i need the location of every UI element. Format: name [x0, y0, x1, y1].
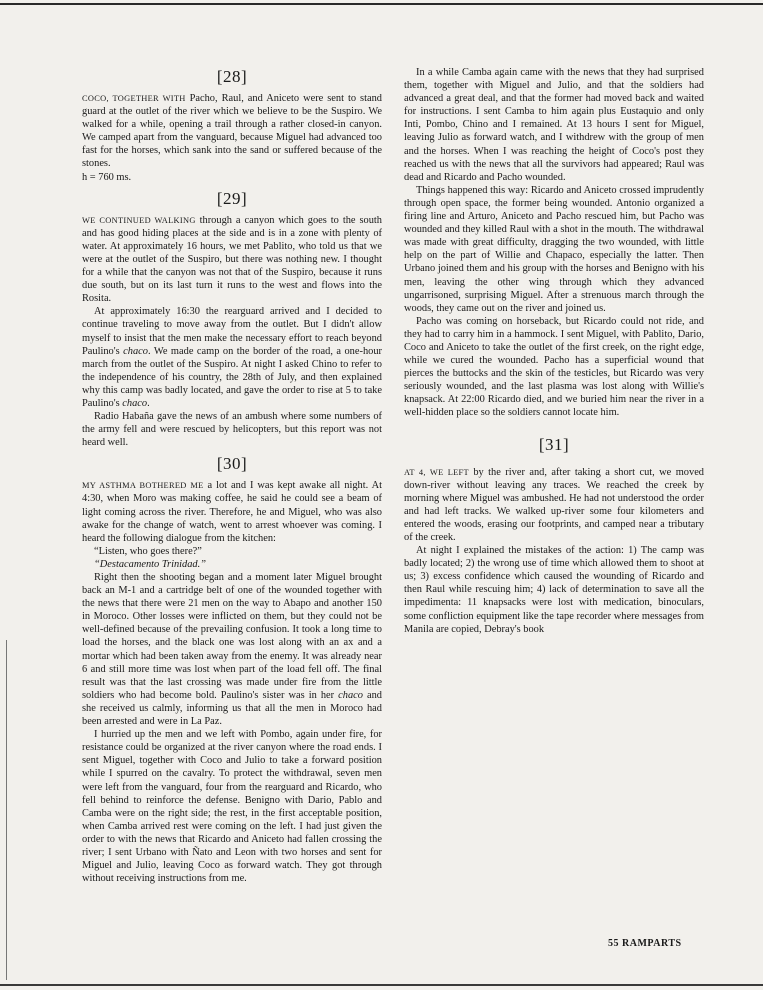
- entry-heading-28: [28]: [216, 67, 248, 86]
- entry-29-lead: WE CONTINUED WALKING: [82, 215, 196, 225]
- page-folio: 55 RAMPARTS: [608, 938, 682, 949]
- left-column: [82, 66, 382, 885]
- bottom-rule: [0, 984, 763, 986]
- entry-28-lead: COCO, TOGETHER WITH: [82, 94, 186, 103]
- top-rule: [0, 3, 763, 5]
- entry-heading-29: [29]: [216, 188, 248, 208]
- entry-30-paragraph-5: Things happened this way: Ricardo and Aniceto crossed imprudently through open space, the former being wounded. Antonio organized a firing line and Arturo, Aniceto and Pacho rescued him, but Pacho was wounded and they killed Raul with a shot in the mouth. The withdrawal was made with great difficulty, dragging the two wounded, with little help on the part of Willie and Chapaco, especially the latter. Then Urbano joined them and his group with the horses and Benigno with his men, leaving the other wing through which they advanced ungarrisoned, surprising Miguel. After a strenuous march through the woods, they came out on the river and joined us.: [404, 184, 704, 314]
- entry-30-lead: MY ASTHMA BOTHERED ME: [82, 481, 204, 491]
- entry-30-dialogue-2: “Destacamento Trinidad.”: [94, 558, 206, 570]
- entry-31-paragraph-2: At night I explained the mistakes of the action: 1) The camp was badly located; 2) the wrong use of time which allowed them to shoot at us; 3) excess confidence which caused the wounding of Ricardo and then Raul while rescuing him; 4) lack of determination to save all the impedimenta: 11 knapsacks were lost with medication, binoculars, some confliction equipment like the tape recorder where messages from Manila are copied, Debray's book: [404, 545, 704, 635]
- left-margin-rule: [6, 640, 7, 980]
- entry-heading-31: [31]: [538, 434, 570, 454]
- entry-30-paragraph-1: MY ASTHMA BOTHERED ME a lot and I was kept awake all night. At 4:30, when Moro was making coffee, he said he could see a beam of light coming across the river. Therefore, he and Miguel, who was also awake for the change of watch, went to arrest whoever was coming. I heard the following dialogue from the kitchen:: [82, 480, 382, 544]
- entry-30-dialogue-1: “Listen, who goes there?”: [94, 545, 202, 557]
- entry-30-paragraph-4: In a while Camba again came with the news that they had surprised them, together with Miguel and Julio, and that the soldiers had advanced a great deal, and that the former had moved back and waited for instructions. I sent Camba to him again plus Eustaquio and only Inti, Pombo, Chino and I remained. At 13 hours I sent for Miguel, leaving Julio as forward watch, and I withdrew with the group of men and the horses. When I was reaching the height of Coco's post they reached us with the news that all the survivors had appeared; Raul was dead and Ricardo and Pacho wounded.: [404, 67, 704, 183]
- entry-30-paragraph-3: I hurried up the men and we left with Pombo, again under fire, for resistance could be organized at the river canyon where the road ends. I sent Miguel, together with Coco and Julio to take a forward position while I spurred on the cavalry. To protect the withdrawal, seven men were left from the vanguard, four from the rearguard and Ricardo, who fell behind to reinforce the defense. Benigno with Dario, Pablo and Camba were on the right side; the rest, in the first acceptable position, when Camba arrived rest were coming on the left. I had just given the order to with the news that Ricardo and Aniceto had fallen crossing the river; I sent Urbano with Ñato and Leon with two horses and sent for Miguel and Julio, leaving Coco as forward watch. They got through without receiving instructions from me.: [82, 729, 382, 885]
- entry-29-paragraph-1: WE CONTINUED WALKING through a canyon which goes to the south and has good hiding places at the side and is in a zone with plenty of water. At approximately 16 hours, we met Pablito, who told us that we were at the outlet of the Suspiro, but there was nothing new. I thought for a while that the canyon was not that of the Suspiro, because it runs due south, but on its last turn it runs to the west and flows into the Rosita.: [82, 214, 382, 305]
- entry-28-altitude: h = 760 ms.: [82, 171, 132, 183]
- entry-28-paragraph: COCO, TOGETHER WITH Pacho, Raul, and Aniceto were sent to stand guard at the outlet of the river which we believe to be the Suspiro. We walked for a while, opening a trail through a rather closed-in canyon. We camped apart from the vanguard, because Miguel had advanced too fast for the horses, which sank into the sand or suffered because of the stones.: [82, 93, 382, 170]
- entry-31-paragraph-1: AT 4, WE LEFT by the river and, after taking a short cut, we moved down-river without leaving any traces. We reached the creek by morning where Miguel was ambushed. He had not understood the order and had left tracks. We walked up-river some four kilometers and entered the woods, erasing our footprints, and camped near a tributary of the creek.: [404, 466, 704, 543]
- entry-29-paragraph-3: Radio Habaña gave the news of an ambush where some numbers of the army fell and were rescued by helicopters, but this report was not heard well.: [82, 411, 382, 449]
- entry-heading-30: [30]: [216, 454, 248, 474]
- entry-29-paragraph-2: At approximately 16:30 the rearguard arrived and I decided to continue traveling to move away from the outlet. But I didn't allow myself to insist that the men make the necessary effort to reach beyond Paulino's chaco. We made camp on the border of the road, a one-hour march from the outlet of the Suspiro. At night I asked Chino to refer to the independence of his country, the 28th of July, and then explained why this camp was badly located, and gave the order to rise at 5 to take Paulino's chaco.: [82, 306, 382, 409]
- entry-31-lead: AT 4, WE LEFT: [404, 467, 469, 477]
- entry-30-paragraph-6: Pacho was coming on horseback, but Ricardo could not ride, and they had to carry him in a hammock. I sent Miguel, with Pablito, Dario, Coco and Aniceto to take the outlet of the first creek, on the right edge, while we cured the wounded. Pacho has a superficial wound that pierces the buttocks and the skin of the testicles, but Ricardo was very seriously wounded, and the last plasma was lost along with Willie's knapsack. At 22:00 Ricardo died, and we buried him near the river in a well-hidden place so the soldiers cannot locate him.: [404, 315, 704, 419]
- entry-30-paragraph-2: Right then the shooting began and a moment later Miguel brought back an M-1 and a cartridge belt of one of the wounded together with the news that there were 21 men on the way to Abapo and another 150 in Moroco. Other losses were inflicted on them, but they could not be well-defined because of the prevailing confusion. It took a long time to load the horses, and the black one was lost along with an ax and a mortar which had been taken away from the enemy. It was already near 6 and still more time was lost when part of the load fell off. The final result was that the last crossing was made under fire from the little soldiers who had become bold. Paulino's sister was in her chaco and she received us calmly, informing us that all the men in Moroco had been arrested and were in La Paz.: [82, 572, 382, 728]
- right-column: [404, 66, 704, 636]
